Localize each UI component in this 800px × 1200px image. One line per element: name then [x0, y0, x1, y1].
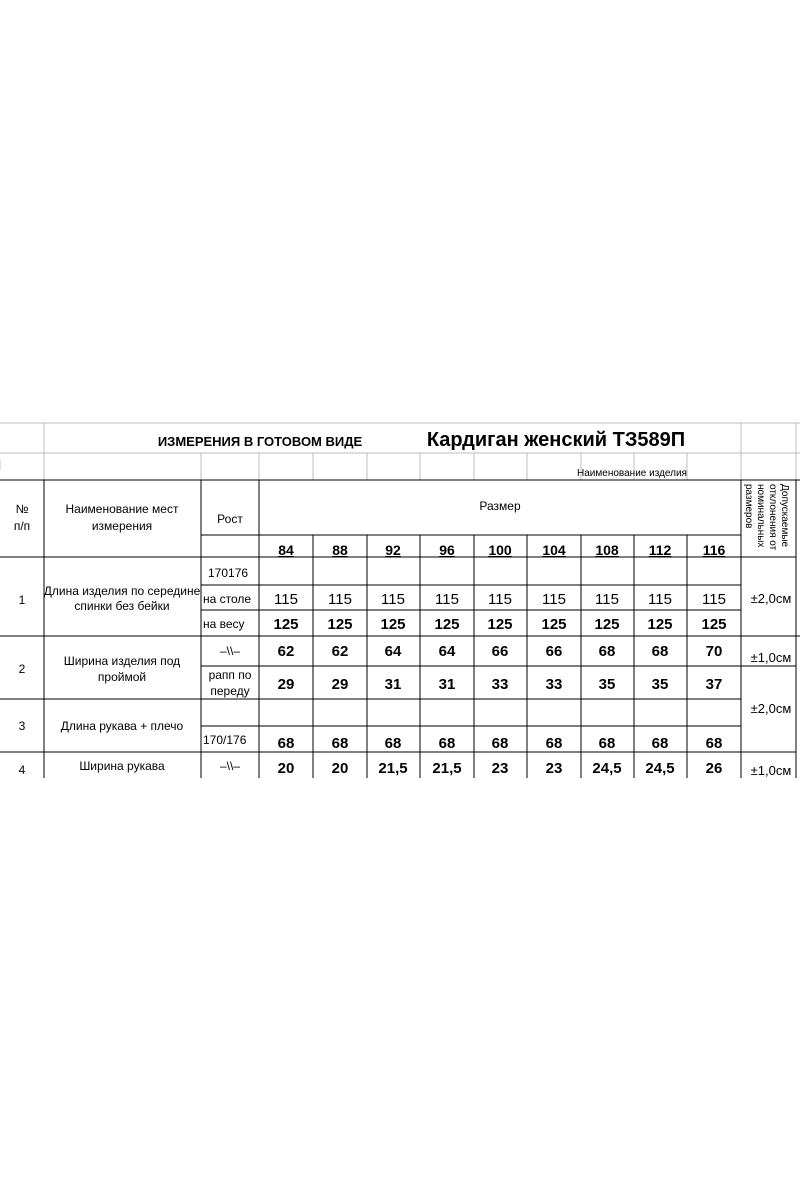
value-cell: 35 — [651, 676, 669, 693]
row-height: 170/176 — [203, 733, 247, 747]
header-measure-line: Наименование мест — [65, 502, 179, 516]
value-cell: 21,5 — [432, 760, 462, 777]
header-measure-line: измерения — [91, 519, 153, 533]
row-name-line: Длина изделия по середине — [43, 584, 201, 598]
value-cell: 68 — [651, 643, 669, 660]
value-cell: 68 — [277, 735, 295, 752]
value-cell: 125 — [647, 616, 673, 633]
tolerance-header-line: размеров — [743, 484, 754, 529]
row-height: на столе — [203, 592, 252, 606]
column-header-measure-place — [66, 502, 179, 533]
size-header-cell: 88 — [332, 542, 348, 558]
size-header-cell: 112 — [648, 542, 672, 558]
value-cell: 115 — [488, 591, 512, 608]
value-cell: 70 — [705, 643, 723, 660]
value-cell: 33 — [545, 676, 563, 693]
column-header-tolerance — [743, 484, 790, 551]
size-header-cell: 104 — [542, 542, 566, 558]
value-cell: 68 — [705, 735, 723, 752]
value-cell: 115 — [274, 591, 298, 608]
row-3-values-sleeve-length — [278, 735, 723, 752]
value-cell: 68 — [598, 643, 616, 660]
row-number: 4 — [18, 763, 26, 777]
tolerance-header-line: Допускаемые — [779, 484, 790, 548]
row-name-line: Ширина рукава — [79, 759, 165, 773]
row-height: на весу — [203, 617, 245, 631]
tolerance-header-line: отклонения от — [767, 484, 778, 551]
product-name-caption: Наименование изделия — [577, 468, 687, 479]
column-header-size: Размер — [479, 499, 521, 513]
row-name-line: Ширина изделия под — [63, 654, 181, 668]
table-row-3 — [19, 701, 792, 747]
row-height: –\\– — [219, 644, 241, 658]
table-row-2 — [19, 644, 792, 698]
value-cell: 29 — [331, 676, 349, 693]
row-height: –\\– — [219, 759, 241, 773]
value-cell: 62 — [331, 643, 349, 660]
row-name-line: Длина рукава + плечо — [60, 719, 184, 733]
measurements-title: ИЗМЕРЕНИЯ В ГОТОВОМ ВИДЕ — [157, 434, 363, 449]
row-name-line: спинки без бейки — [74, 599, 170, 613]
row-4-values-sleeve-width — [278, 760, 723, 777]
row-height: рапп по — [208, 668, 252, 682]
size-header-row — [278, 542, 725, 558]
size-header-cell: 96 — [439, 542, 455, 558]
value-cell: 125 — [380, 616, 406, 633]
value-cell: 115 — [435, 591, 459, 608]
size-header-cell: 108 — [595, 542, 619, 558]
value-cell: 68 — [331, 735, 349, 752]
column-header-height: Рост — [217, 512, 243, 526]
value-cell: 68 — [438, 735, 456, 752]
value-cell: 115 — [595, 591, 619, 608]
row-1-values-hanging — [273, 616, 726, 633]
row-tolerance: ±2,0см — [750, 701, 792, 716]
value-cell: 20 — [331, 760, 349, 777]
value-cell: 35 — [598, 676, 616, 693]
row-tolerance: ±1,0см — [750, 650, 792, 665]
value-cell: 62 — [277, 643, 295, 660]
row-2-values-front — [278, 676, 723, 693]
size-header-cell: 116 — [702, 542, 726, 558]
value-cell: 33 — [491, 676, 509, 693]
value-cell: 125 — [327, 616, 353, 633]
value-cell: 29 — [277, 676, 295, 693]
size-header-cell: 100 — [488, 542, 512, 558]
value-cell: 23 — [491, 760, 509, 777]
value-cell: 68 — [384, 735, 402, 752]
header-number-line: п/п — [13, 519, 31, 533]
value-cell: 125 — [701, 616, 727, 633]
value-cell: 66 — [491, 643, 509, 660]
size-header-cell: 92 — [385, 542, 401, 558]
row-height: 170176 — [208, 566, 249, 580]
row-tolerance: ±1,0см — [750, 763, 792, 778]
value-cell: 20 — [277, 760, 295, 777]
value-cell: 31 — [384, 676, 402, 693]
value-cell: 66 — [545, 643, 563, 660]
value-cell: 31 — [438, 676, 456, 693]
product-title: Кардиган женский ТЗ589П — [426, 429, 686, 451]
value-cell: 26 — [705, 760, 723, 777]
value-cell: 125 — [434, 616, 460, 633]
row-height: переду — [210, 684, 250, 698]
value-cell: 64 — [438, 643, 456, 660]
value-cell: 125 — [273, 616, 299, 633]
value-cell: 115 — [381, 591, 405, 608]
value-cell: 64 — [384, 643, 402, 660]
row-2-values-armhole — [278, 643, 723, 660]
value-cell: 125 — [487, 616, 513, 633]
header-number-line: № — [15, 502, 29, 516]
row-number: 3 — [18, 719, 26, 733]
value-cell: 21,5 — [378, 760, 408, 777]
row-name-line: проймой — [97, 670, 147, 684]
value-cell: 68 — [651, 735, 669, 752]
value-cell: 115 — [542, 591, 566, 608]
row-tolerance: ±2,0см — [750, 591, 792, 606]
size-header-cell: 84 — [278, 542, 294, 558]
value-cell: 115 — [328, 591, 352, 608]
value-cell: 23 — [545, 760, 563, 777]
value-cell: 68 — [545, 735, 563, 752]
tolerance-header-line: номинальных — [755, 484, 766, 548]
value-cell: 68 — [598, 735, 616, 752]
value-cell: 115 — [702, 591, 726, 608]
value-cell: 37 — [705, 676, 723, 693]
value-cell: 125 — [541, 616, 567, 633]
row-number: 2 — [18, 662, 26, 676]
row-number: 1 — [18, 593, 26, 607]
value-cell: 125 — [594, 616, 620, 633]
column-header-number — [14, 502, 30, 533]
value-cell: 24,5 — [592, 760, 622, 777]
row-1-values-table — [274, 591, 726, 608]
value-cell: 24,5 — [645, 760, 675, 777]
value-cell: 68 — [491, 735, 509, 752]
value-cell: 115 — [648, 591, 672, 608]
